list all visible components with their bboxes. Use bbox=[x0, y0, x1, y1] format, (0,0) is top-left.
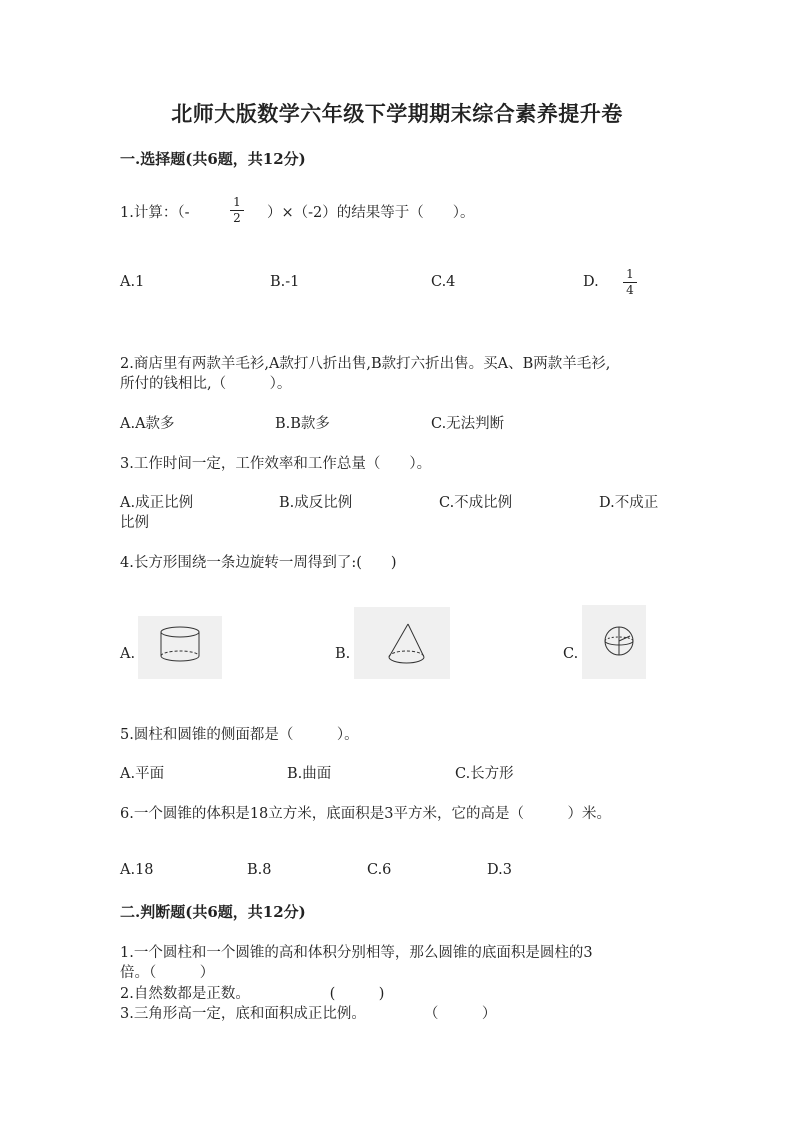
option-a[interactable]: A.1 bbox=[120, 274, 145, 290]
fraction-one-half bbox=[230, 196, 244, 224]
option-a[interactable]: A.A款多 bbox=[120, 416, 175, 432]
option-a[interactable]: A.18 bbox=[120, 862, 154, 878]
cylinder-figure[interactable] bbox=[138, 616, 222, 679]
option-c[interactable]: C.无法判断 bbox=[431, 416, 505, 432]
judgement-item-1-wrap: 倍。（ ） bbox=[120, 965, 215, 981]
question-2-line-2: 所付的钱相比,（ ）。 bbox=[120, 376, 292, 392]
section-heading-choice: 一.选择题(共6题，共12分) bbox=[120, 150, 306, 168]
option-c[interactable]: C. bbox=[563, 646, 579, 662]
judgement-item-2: 2.自然数都是正数。 ( ) bbox=[120, 986, 385, 1002]
fraction-one-quarter bbox=[623, 268, 637, 296]
option-d[interactable]: D.3 bbox=[487, 862, 512, 878]
option-b[interactable]: B. bbox=[335, 646, 351, 662]
question-4-text: 4.长方形围绕一条边旋转一周得到了:( ) bbox=[120, 555, 397, 571]
sphere-figure[interactable] bbox=[582, 605, 646, 679]
option-b[interactable]: B.8 bbox=[247, 862, 272, 878]
fraction-denominator: 4 bbox=[626, 283, 634, 297]
question-1-suffix: ）×（-2）的结果等于（ ）。 bbox=[267, 205, 475, 221]
question-3-text: 3.工作时间一定，工作效率和工作总量（ ）。 bbox=[120, 456, 432, 472]
sphere-icon bbox=[582, 605, 646, 679]
option-a[interactable]: A. bbox=[120, 646, 136, 662]
cone-figure[interactable] bbox=[354, 607, 450, 679]
option-d[interactable]: D. bbox=[583, 274, 599, 290]
question-5-text: 5.圆柱和圆锥的侧面都是（ ）。 bbox=[120, 727, 359, 743]
option-a[interactable]: A.平面 bbox=[120, 766, 165, 782]
question-6-text: 6.一个圆锥的体积是18立方米，底面积是3平方米，它的高是（ ）米。 bbox=[120, 806, 612, 822]
question-2-line-1: 2.商店里有两款羊毛衫,A款打八折出售,B款打六折出售。买A、B两款羊毛衫, bbox=[120, 356, 611, 372]
fraction-numerator: 1 bbox=[626, 267, 634, 281]
option-b[interactable]: B.-1 bbox=[270, 274, 300, 290]
option-c[interactable]: C.不成比例 bbox=[439, 495, 513, 511]
judgement-item-3: 3.三角形高一定，底和面积成正比例。 （ ） bbox=[120, 1006, 497, 1022]
fraction-denominator: 2 bbox=[233, 211, 241, 225]
option-c[interactable]: C.6 bbox=[367, 862, 392, 878]
fraction-numerator: 1 bbox=[233, 195, 241, 209]
question-1-prefix: 1.计算：（- bbox=[120, 205, 190, 221]
option-b[interactable]: B.成反比例 bbox=[279, 495, 353, 511]
section-heading-judgement: 二.判断题(共6题，共12分) bbox=[120, 903, 306, 921]
option-a[interactable]: A.成正比例 bbox=[120, 495, 194, 511]
cone-icon bbox=[354, 607, 450, 679]
option-c[interactable]: C.长方形 bbox=[455, 766, 514, 782]
judgement-item-1: 1.一个圆柱和一个圆锥的高和体积分别相等，那么圆锥的底面积是圆柱的3 bbox=[120, 945, 593, 961]
option-d[interactable]: D.不成正 bbox=[599, 495, 659, 511]
option-b[interactable]: B.B款多 bbox=[275, 416, 330, 432]
page-title: 北师大版数学六年级下学期期末综合素养提升卷 bbox=[171, 101, 623, 126]
option-d-wrap: 比例 bbox=[120, 515, 149, 531]
option-c[interactable]: C.4 bbox=[431, 274, 456, 290]
cylinder-icon bbox=[138, 616, 222, 679]
option-b[interactable]: B.曲面 bbox=[287, 766, 332, 782]
